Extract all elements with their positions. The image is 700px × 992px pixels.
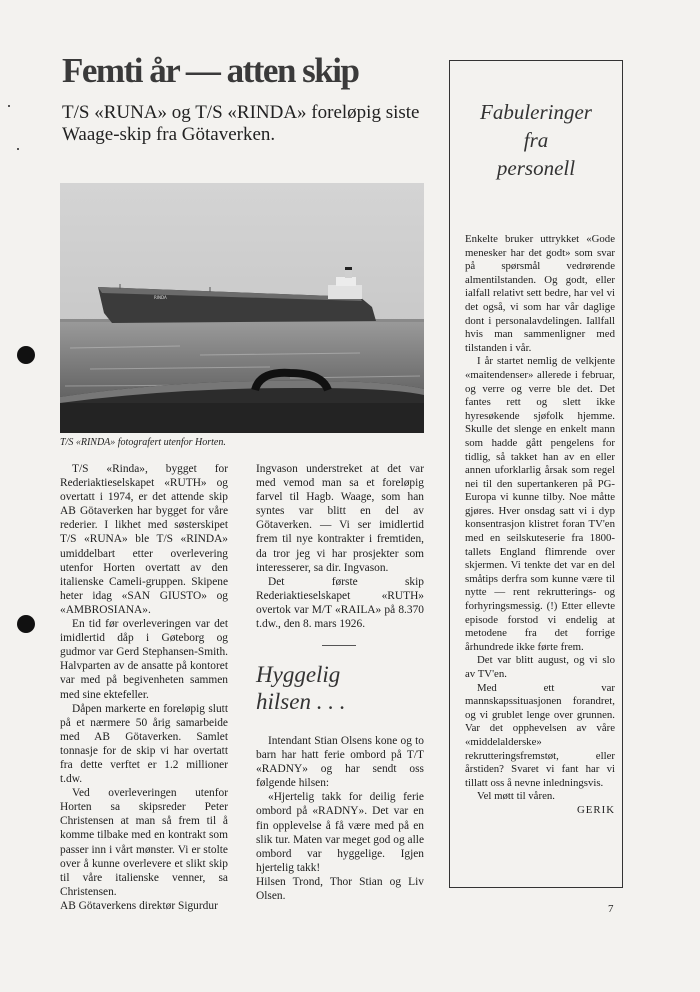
section-title-line: Hyggelig bbox=[256, 662, 341, 687]
binder-hole-top bbox=[17, 346, 35, 364]
sidebar-title-line: personell bbox=[496, 156, 576, 180]
section-title-line: hilsen . . . bbox=[256, 689, 346, 714]
paragraph: Hilsen Trond, Thor Stian og Liv Olsen. bbox=[256, 875, 424, 903]
speck bbox=[8, 105, 10, 107]
section-divider bbox=[322, 645, 356, 646]
signature: GERIK bbox=[577, 803, 615, 816]
paragraph: En tid før overleveringen var det imidlertid dåp i Gøteborg og gudmor var Gerd Stephansen-Smith. Halvparten av de ansatte på kontoret var med på begivenheten sammen med sine ektefeller. bbox=[60, 618, 228, 701]
paragraph: Intendant Stian Olsens kone og to barn har hatt ferie ombord på T/T «RADNY» og har sendt oss følgende hilsen: bbox=[256, 735, 424, 790]
paragraph: «Hjertelig takk for deilig ferie ombord på «RADNY». Det var en fin opplevelse å få være med på en slik tur. Maten var meget god og alle ombord var hyggelige. Igjen hjertelig takk! bbox=[256, 791, 424, 874]
section-title-hyggelig bbox=[256, 661, 424, 715]
headline: Femti år — atten skip bbox=[62, 51, 359, 90]
article-column-2 bbox=[256, 462, 424, 631]
binder-hole-bottom bbox=[17, 615, 35, 633]
photo-caption: T/S «RINDA» fotografert utenfor Horten. bbox=[60, 437, 226, 448]
sidebar-text bbox=[465, 233, 615, 818]
sidebar-title bbox=[449, 98, 623, 182]
sidebar-title-line: Fabuleringer bbox=[480, 100, 592, 124]
paragraph: Ved overleveringen utenfor Horten sa skipsreder Peter Christensen at man så frem til å komme tilbake med en kontrakt som passer inn i vårt mønster. Vi er stolte over å kunne overlevere et slikt skip til våre italienske venner, sa Christensen. bbox=[60, 787, 228, 898]
paragraph: Dåpen markerte en foreløpig slutt på et nærmere 50 årig samarbeide med AB Götaverken. Samlet tonnasje for de skip vi har overtatt fra dette verftet er 1.2 millioner t.dw. bbox=[60, 702, 228, 786]
paragraph: Det var blitt august, og vi slo av TV'en. bbox=[465, 654, 615, 680]
speck bbox=[17, 148, 19, 150]
article-column-1 bbox=[60, 462, 228, 913]
paragraph: Enkelte bruker uttrykket «Gode menesker har det godt» som svar på spørsmål vedrørende almentilstanden. Og godt, eller ialfall relativt sett bedre, har vel vi det også, vi som har vår daglige dont i personalavdelingen. Iallfall hvis man sammenligner med tilstanden i vår. bbox=[465, 233, 615, 354]
ship-photo bbox=[60, 183, 424, 433]
paragraph: AB Götaverkens direktør Sigurdur bbox=[60, 899, 218, 912]
subheadline: T/S «RUNA» og T/S «RINDA» foreløpig siste Waage-skip fra Götaverken. bbox=[62, 102, 420, 145]
paragraph: T/S «Rinda», bygget for Rederiaktieselskapet «RUTH» og overtatt i 1974, er det attende skip AB Götaverken har bygget for våre rederier. I likhet med søsterskipet T/S «RUNA» ble T/S «RINDA» umiddelbart etter overlevering utenfor Horten overtatt av den italienske Cameli-gruppen. Skipene heter idag «SAN GIUSTO» og «AMBROSIANA». bbox=[60, 463, 228, 616]
closing-greeting: Vel møtt til våren. bbox=[477, 790, 555, 803]
hull-name-text: RINDA bbox=[154, 295, 167, 300]
page-number: 7 bbox=[608, 903, 614, 915]
paragraph: I år startet nemlig de velkjente «maitendenser» allerede i februar, og verre og verre ble det. Det fantes rett og slett ikke hyresøkende sjøfolk hjemme. Skulle det slenge en enkelt mann som hadde gått pengelens for tidlig, så takket han av en eller annen uforklarlig årsak som regel nei til den supertankeren på PG-Europa vi kunne tilby. Noe måtte gjøres. Hver onsdag satt vi i dyp konsentrasjon klistret foran TV'en med en seilskuteserie fra 1800-tallets England flimrende over skjermen. Vi tenkte det var en del småtips derfra som kunne være til nytte — rent rekrutterings- og forhyringsmessig. (!) Etter ellevte episode forstod vi endelig at metodene fra det forrige århundrede ikke førte frem. bbox=[465, 355, 615, 653]
paragraph: Med ett var mannskapssituasjonen forandret, og vi grublet lenge over grunnen. Var det opphevelsen av våre «middelalderske» rekrutteringsfremstøt, eller årstiden? Svaret vi fant har vi tillatt oss å nevne inledningsvis. bbox=[465, 681, 615, 789]
paragraph: Ingvason understreket at det var med vemod man sa et foreløpig farvel til Hagb. Waage, som han syntes var blitt en del av Götaverken. — Vi ser imidlertid frem til nye kontrakter i fremtiden, da tror jeg vi har prosjekter som interesserer, sa dir. Ingvason. bbox=[256, 463, 424, 574]
sidebar-title-line: fra bbox=[523, 128, 549, 152]
paragraph: Det første skip Rederiaktieselskapet «RUTH» overtok var M/T «RAILA» på 8.370 t.dw., den 8. mars 1926. bbox=[256, 575, 424, 631]
greeting-article bbox=[256, 734, 424, 903]
